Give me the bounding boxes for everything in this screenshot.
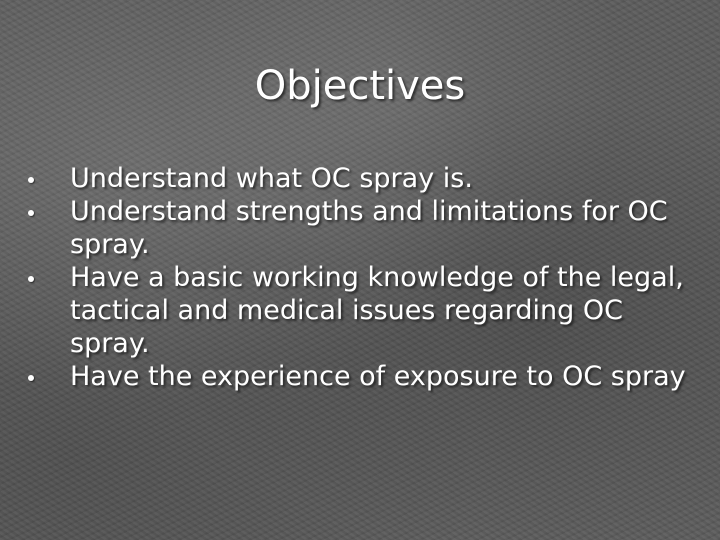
bullet-item: [0, 195, 720, 261]
bullet-item: [0, 162, 720, 195]
bullet-dot-icon: [28, 375, 34, 381]
bullet-item: [0, 261, 720, 360]
bullet-dot-icon: [28, 177, 34, 183]
bullet-dot-icon: [28, 210, 34, 216]
bullet-item: [0, 360, 720, 393]
bullet-text: Understand strengths and limitations for OC spray.: [70, 196, 668, 260]
bullet-text: Have the experience of exposure to OC spray: [70, 361, 686, 392]
bullet-list: [0, 162, 720, 393]
bullet-dot-icon: [28, 276, 34, 282]
bullet-text: Understand what OC spray is.: [70, 163, 473, 194]
slide-title: Objectives: [254, 63, 466, 109]
bullet-text: Have a basic working knowledge of the legal, tactical and medical issues regarding OC spray.: [70, 262, 684, 359]
